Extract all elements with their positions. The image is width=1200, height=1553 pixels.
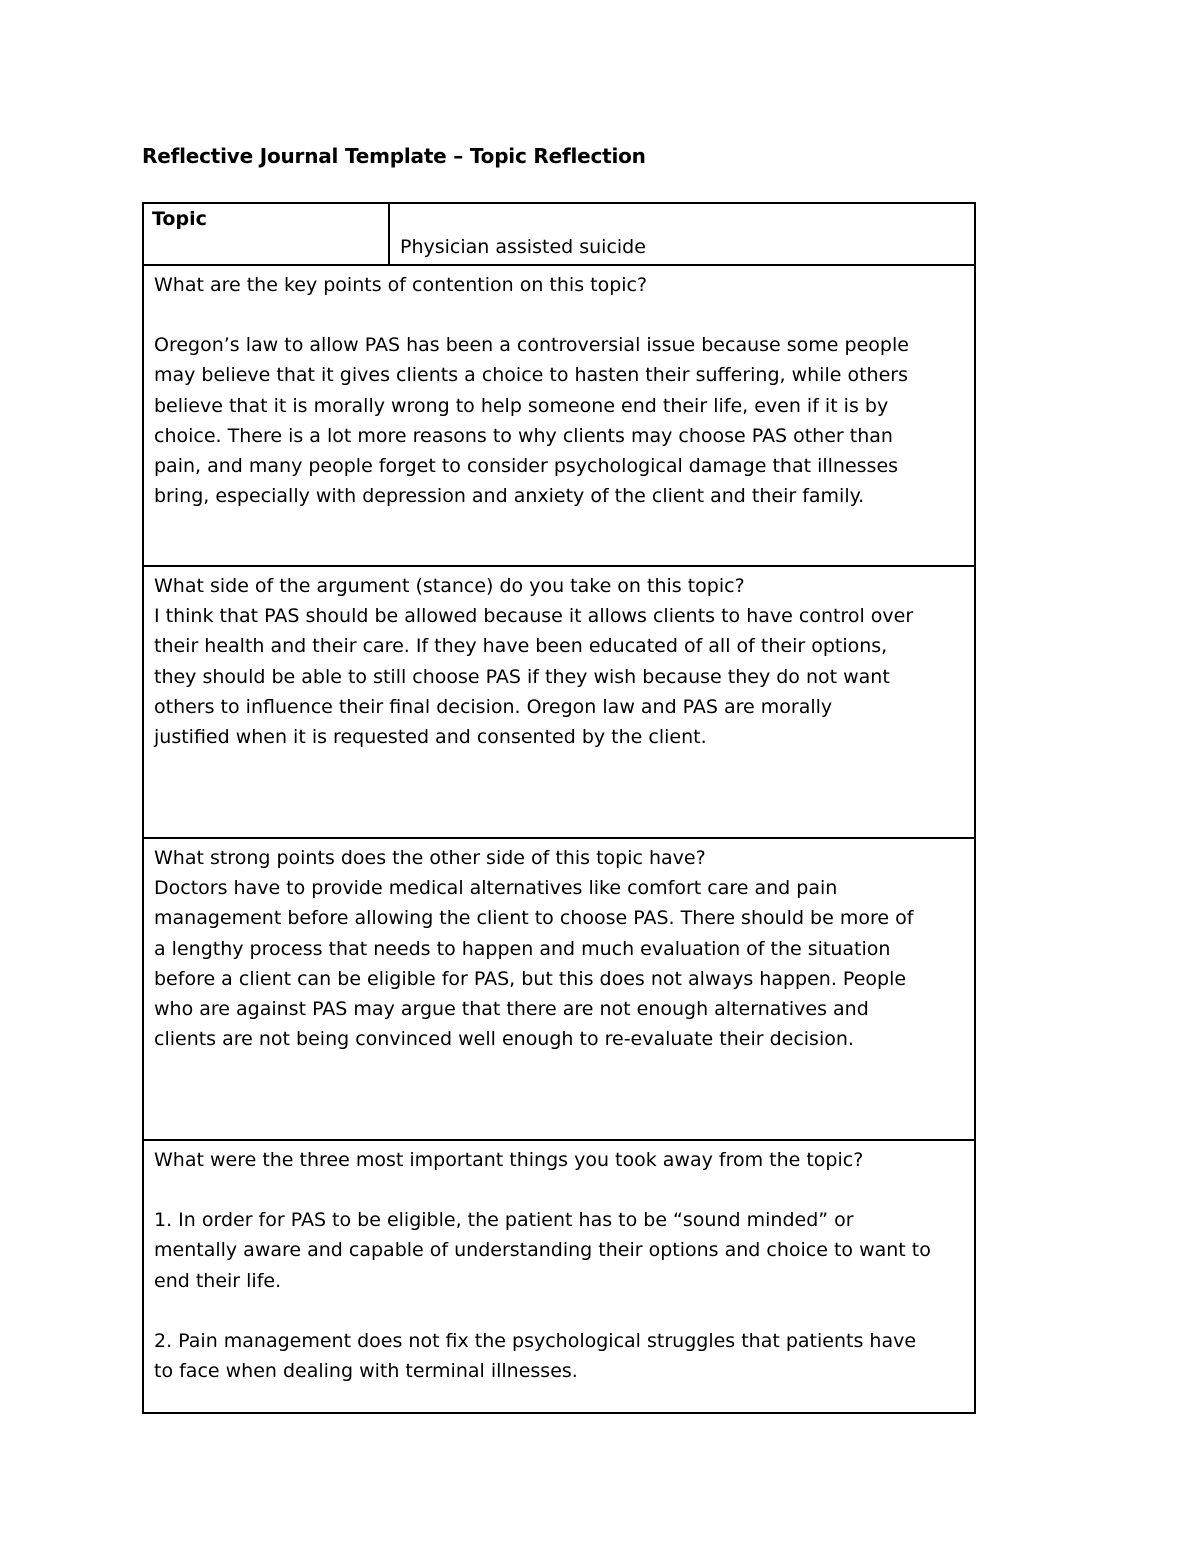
question-takeaways: What were the three most important things you took away from the topic?: [154, 1149, 864, 1171]
answer-line: bring, especially with depression and anxiety of the client and their family.: [154, 485, 865, 508]
topic-value: Physician assisted suicide: [400, 236, 646, 258]
question-stance: What side of the argument (stance) do you take on this topic?: [154, 575, 745, 597]
question-other-side: What strong points does the other side of this topic have?: [154, 847, 706, 869]
section-other-side: [144, 839, 974, 1141]
question-key-points: What are the key points of contention on this topic?: [154, 274, 648, 296]
answer-line: clients are not being convinced well enough to re-evaluate their decision.: [154, 1028, 854, 1051]
answer-line: a lengthy process that needs to happen and much evaluation of the situation: [154, 937, 891, 960]
section-takeaways: [144, 1141, 974, 1412]
answer-line: Oregon’s law to allow PAS has been a controversial issue because some people: [154, 334, 909, 357]
answer-line: may believe that it gives clients a choice to hasten their suffering, while others: [154, 364, 908, 387]
answer-line: others to influence their final decision. Oregon law and PAS are morally: [154, 695, 833, 718]
answer-line: choice. There is a lot more reasons to why clients may choose PAS other than: [154, 424, 893, 447]
takeaway-line: end their life.: [154, 1269, 282, 1292]
reflection-table: [142, 202, 976, 1414]
section-key-points: [144, 266, 974, 567]
section-stance: [144, 567, 974, 839]
page-title: Reflective Journal Template – Topic Reflection: [142, 144, 646, 168]
answer-line: their health and their care. If they have been educated of all of their options,: [154, 635, 888, 658]
takeaway-line: 1. In order for PAS to be eligible, the patient has to be “sound minded” or: [154, 1209, 854, 1232]
takeaway-line: to face when dealing with terminal illnesses.: [154, 1360, 578, 1383]
takeaway-line: 2. Pain management does not fix the psychological struggles that patients have: [154, 1329, 917, 1352]
answer-line: pain, and many people forget to consider psychological damage that illnesses: [154, 455, 899, 478]
answer-line: management before allowing the client to choose PAS. There should be more of: [154, 907, 914, 930]
answer-line: who are against PAS may argue that there are not enough alternatives and: [154, 998, 869, 1021]
answer-line: before a client can be eligible for PAS, but this does not always happen. People: [154, 967, 907, 990]
answer-line: they should be able to still choose PAS if they wish because they do not want: [154, 665, 890, 688]
answer-line: justified when it is requested and consented by the client.: [154, 726, 707, 749]
topic-label: Topic: [144, 204, 390, 264]
answer-line: believe that it is morally wrong to help someone end their life, even if it is by: [154, 394, 889, 417]
takeaway-line: mentally aware and capable of understanding their options and choice to want to: [154, 1239, 931, 1262]
topic-row: [144, 204, 974, 266]
answer-line: I think that PAS should be allowed because it allows clients to have control over: [154, 605, 914, 628]
answer-line: Doctors have to provide medical alternatives like comfort care and pain: [154, 877, 838, 900]
